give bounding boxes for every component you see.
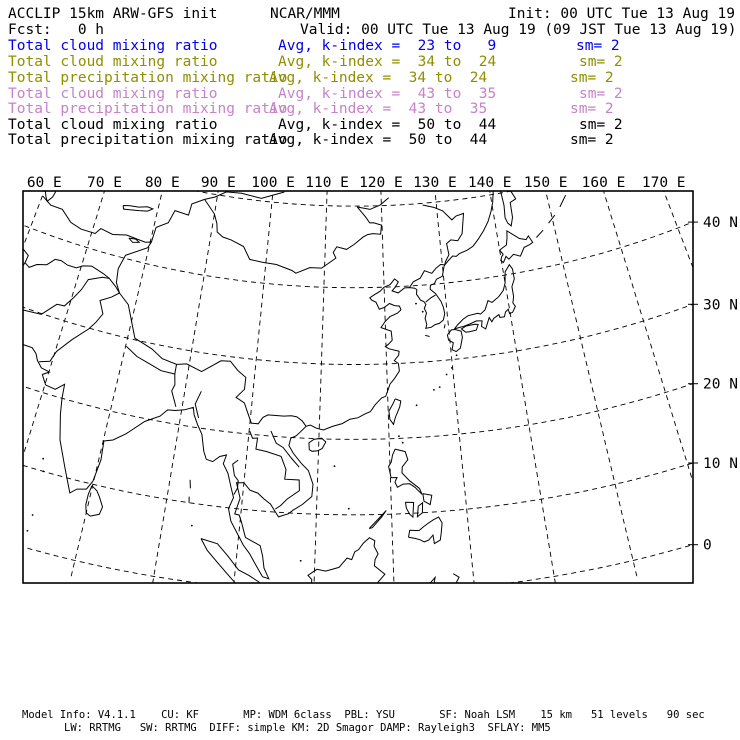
- lat-axis-label: 40 N: [703, 215, 738, 232]
- lon-axis-label: 170 E: [641, 175, 686, 191]
- init-time: Init: 00 UTC Tue 13 Aug 19: [508, 6, 735, 22]
- lat-axis-label: 10 N: [703, 456, 738, 472]
- variable-label: Total cloud mixing ratio: [8, 38, 218, 54]
- model-info-line2: LW: RRTMG SW: RRTMG DIFF: simple KM: 2D Smagor DAMP: Rayleigh3 SFLAY: MM5: [64, 722, 551, 734]
- lon-axis-label: 130 E: [413, 175, 457, 191]
- smooth-value: sm= 2: [576, 38, 620, 54]
- variable-label: Total precipitation mixing ratio: [8, 70, 288, 86]
- lat-axis-label: 0: [703, 537, 712, 554]
- kindex-stats: Avg, k-index = 23 to 9: [278, 38, 497, 54]
- plot-title: ACCLIP 15km ARW-GFS init: [8, 6, 218, 22]
- variable-label: Total precipitation mixing ratio: [8, 101, 288, 117]
- kindex-stats: Avg, k-index = 50 to 44: [269, 132, 488, 148]
- kindex-stats: Avg, k-index = 34 to 24: [269, 70, 488, 86]
- variable-label: Total cloud mixing ratio: [8, 54, 218, 70]
- lon-axis-label: 80 E: [144, 175, 180, 191]
- fcst-hour: Fcst: 0 h: [8, 22, 105, 38]
- valid-time: Valid: 00 UTC Tue 13 Aug 19 (09 JST Tue 13 Aug 19): [300, 22, 737, 38]
- map-frame: [23, 191, 693, 583]
- smooth-value: sm= 2: [579, 117, 623, 133]
- smooth-value: sm= 2: [570, 101, 614, 117]
- lon-axis-label: 90 E: [200, 175, 236, 191]
- lon-axis-label: 110 E: [305, 175, 349, 191]
- lon-axis-label: 70 E: [87, 175, 122, 191]
- smooth-value: sm= 2: [570, 132, 614, 148]
- coastlines: [0, 175, 573, 597]
- top-axis-labels: [27, 175, 686, 191]
- lon-axis-label: 60 E: [26, 175, 62, 191]
- lat-axis-label: 20 N: [703, 376, 738, 393]
- smooth-value: sm= 2: [570, 70, 614, 86]
- kindex-stats: Avg, k-index = 43 to 35: [278, 86, 497, 102]
- variable-label: Total cloud mixing ratio: [8, 86, 218, 102]
- lon-axis-label: 140 E: [467, 175, 512, 191]
- kindex-stats: Avg, k-index = 50 to 44: [278, 117, 497, 133]
- lon-axis-label: 160 E: [581, 175, 626, 191]
- variable-label: Total cloud mixing ratio: [8, 117, 218, 133]
- smooth-value: sm= 2: [579, 86, 623, 102]
- kindex-stats: Avg, k-index = 43 to 35: [269, 101, 488, 117]
- lakes: [45, 187, 153, 242]
- kindex-stats: Avg, k-index = 34 to 24: [278, 54, 497, 70]
- smooth-value: sm= 2: [579, 54, 623, 70]
- model-info-line1: Model Info: V4.1.1 CU: KF MP: WDM 6class PBL: YSU SF: Noah LSM 15 km 51 levels 90 sec: [22, 709, 705, 721]
- lon-axis-label: 150 E: [523, 175, 568, 191]
- lon-axis-label: 120 E: [359, 175, 403, 191]
- org-label: NCAR/MMM: [270, 6, 340, 22]
- lat-axis-label: 30 N: [703, 297, 738, 314]
- variable-label: Total precipitation mixing ratio: [8, 132, 288, 148]
- lon-axis-label: 100 E: [251, 175, 295, 191]
- right-axis-labels: [703, 215, 738, 554]
